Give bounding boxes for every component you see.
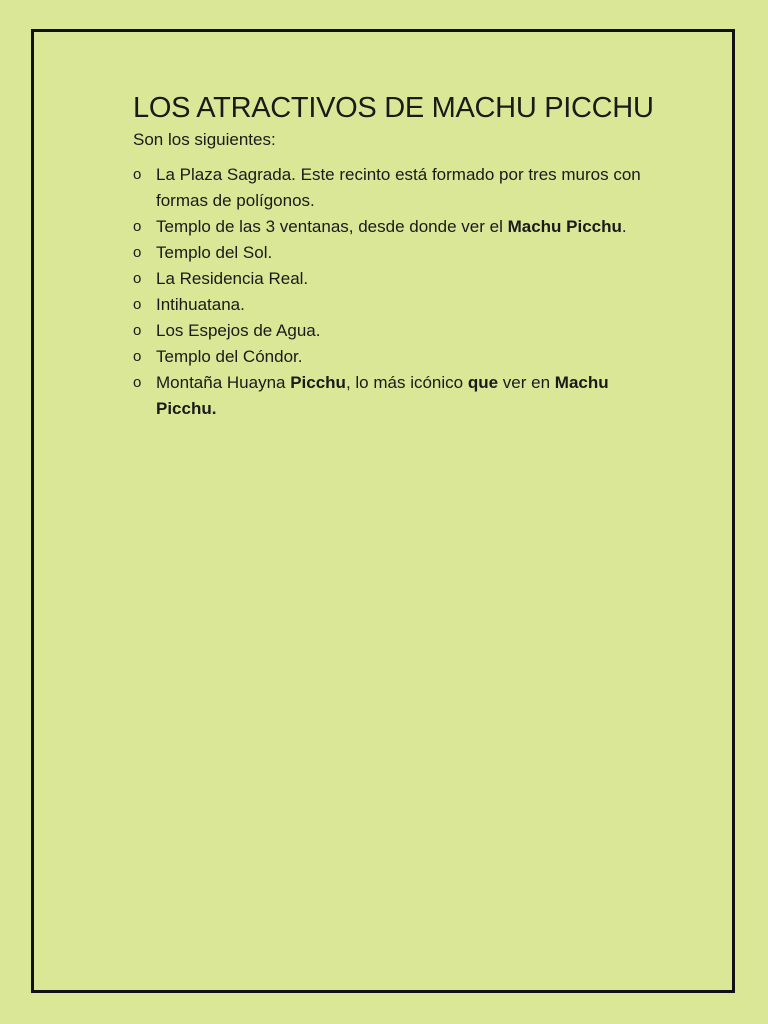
list-item-text: Templo del Cóndor. bbox=[156, 347, 303, 366]
bullet-marker: o bbox=[133, 348, 142, 365]
list-item-text: Los Espejos de Agua. bbox=[156, 321, 321, 340]
list-item-text: ver en bbox=[498, 373, 555, 392]
list-item bbox=[133, 266, 673, 292]
list-item bbox=[133, 240, 673, 266]
bullet-marker: o bbox=[133, 296, 142, 313]
bullet-marker: o bbox=[133, 270, 142, 287]
bullet-marker: o bbox=[133, 244, 142, 261]
list-item-text: Intihuatana. bbox=[156, 295, 245, 314]
list-item bbox=[133, 214, 673, 240]
bold-text: Machu Picchu. bbox=[156, 373, 609, 418]
list-item bbox=[133, 370, 673, 422]
bullet-marker: o bbox=[133, 374, 142, 391]
list-item bbox=[133, 344, 673, 370]
list-item bbox=[133, 318, 673, 344]
list-item-text: La Residencia Real. bbox=[156, 269, 309, 288]
list-item-text: . bbox=[621, 217, 627, 236]
attractions-list bbox=[133, 162, 673, 422]
bullet-marker: o bbox=[133, 166, 142, 183]
document-title: LOS ATRACTIVOS DE MACHU PICCHU bbox=[133, 92, 654, 124]
list-item bbox=[133, 292, 673, 318]
list-item bbox=[133, 162, 673, 214]
bullet-marker: o bbox=[133, 322, 142, 339]
document-content bbox=[133, 88, 673, 422]
bullet-marker: o bbox=[133, 218, 142, 235]
list-item-text: Montaña Huayna bbox=[156, 373, 291, 392]
bold-text: Machu Picchu bbox=[507, 217, 622, 236]
list-item-text: Templo del Sol. bbox=[156, 243, 273, 262]
list-item-text: , lo más icónico bbox=[345, 373, 468, 392]
bold-text: que bbox=[467, 373, 499, 392]
document-subtitle: Son los siguientes: bbox=[133, 130, 276, 149]
list-item-text: Templo de las 3 ventanas, desde donde ver el bbox=[156, 217, 508, 236]
list-item-text: La Plaza Sagrada. Este recinto está formado por tres muros con formas de polígonos. bbox=[156, 165, 641, 210]
bold-text: Picchu bbox=[290, 373, 346, 392]
